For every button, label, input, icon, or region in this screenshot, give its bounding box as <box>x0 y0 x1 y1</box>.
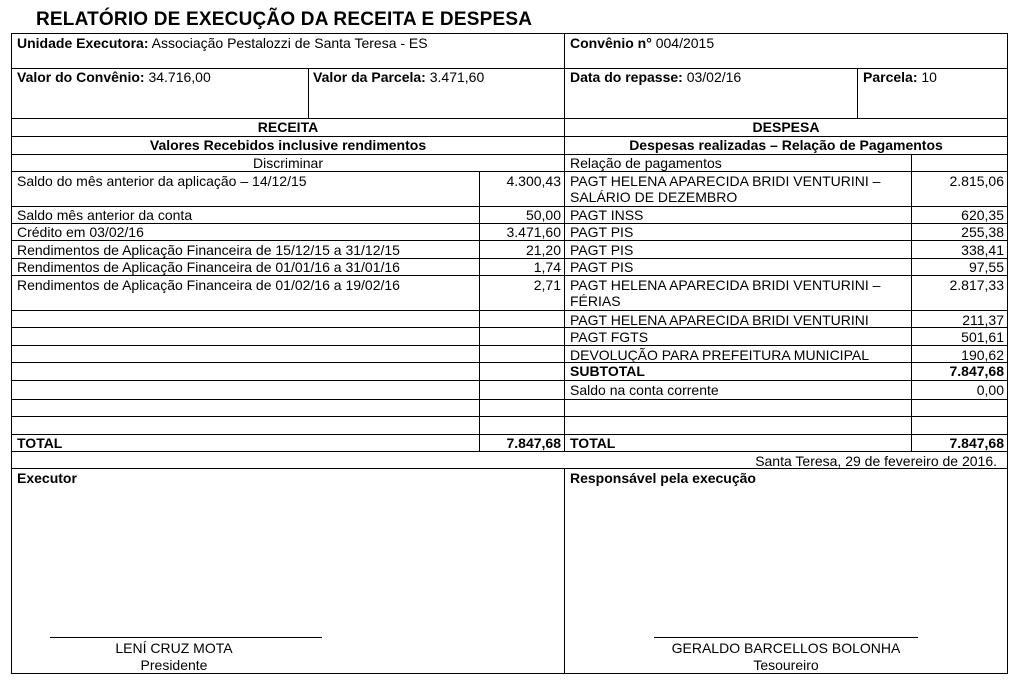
grid-line <box>308 68 309 119</box>
despesa-row-desc: PAGT HELENA APARECIDA BRIDI VENTURINI – <box>570 277 881 293</box>
grid-line <box>11 416 1008 417</box>
place-date: Santa Teresa, 29 de fevereiro de 2016. <box>755 453 997 469</box>
unidade-label: Unidade Executora: <box>17 35 149 51</box>
despesa-row-desc: PAGT HELENA APARECIDA BRIDI VENTURINI <box>570 312 869 328</box>
unidade-value: Associação Pestalozzi de Santa Teresa - ES <box>151 35 428 51</box>
receita-row-value: 1,74 <box>533 259 561 275</box>
despesa-row-desc: DEVOLUÇÃO PARA PREFEITURA MUNICIPAL <box>570 347 869 363</box>
executor-label: Executor <box>17 470 77 486</box>
despesa-row-desc: PAGT HELENA APARECIDA BRIDI VENTURINI – <box>570 173 881 189</box>
grid-line <box>11 399 1008 400</box>
despesa-heading: DESPESA <box>752 119 820 135</box>
valor-parcela-value: 3.471,60 <box>429 69 485 85</box>
despesa-row-value: 620,35 <box>961 207 1004 223</box>
convenio-label: Convênio n° <box>570 35 656 51</box>
receita-row-desc: Saldo do mês anterior da aplicação – 14/12/15 <box>17 173 307 189</box>
signature-line-right <box>654 637 918 638</box>
left-signer-role: Presidente <box>140 657 208 673</box>
right-signer-role: Tesoureiro <box>753 657 819 673</box>
receita-row-desc: Rendimentos de Aplicação Financeira de 01/01/16 a 31/01/16 <box>17 259 400 275</box>
despesa-subheading: Despesas realizadas – Relação de Pagamentos <box>629 137 943 153</box>
parcela-label: Parcela: <box>863 69 918 85</box>
despesa-row-desc-cont: SALÁRIO DE DEZEMBRO <box>570 189 738 205</box>
data-repasse-value: 03/02/16 <box>686 69 742 85</box>
despesa-row-value: 255,38 <box>961 224 1004 240</box>
valor-convenio-label: Valor do Convênio: <box>17 69 145 85</box>
receita-row-value: 3.471,60 <box>506 224 561 240</box>
grid-line <box>11 451 1008 452</box>
grid-line <box>911 154 912 452</box>
despesa-row-value: 2.815,06 <box>949 173 1004 189</box>
receita-row-value: 21,20 <box>525 242 561 258</box>
receita-row-desc: Crédito em 03/02/16 <box>17 224 144 240</box>
despesa-subtotal-label: SUBTOTAL <box>570 363 645 379</box>
despesa-row-desc: PAGT FGTS <box>570 329 649 345</box>
receita-row-desc: Saldo mês anterior da conta <box>17 207 193 223</box>
receita-row-desc: Rendimentos de Aplicação Financeira de 01/02/16 a 19/02/16 <box>17 277 400 293</box>
convenio-number <box>570 35 714 51</box>
parcela-value: 10 <box>921 69 937 85</box>
despesa-saldo-value: 0,00 <box>976 382 1004 398</box>
grid-line <box>11 171 1008 172</box>
grid-line <box>11 310 1008 311</box>
responsavel-label: Responsável pela execução <box>570 470 756 486</box>
grid-line <box>11 275 1008 276</box>
grid-line <box>11 673 1008 674</box>
despesa-row-value: 211,37 <box>962 312 1004 328</box>
despesa-column-header: Relação de pagamentos <box>570 155 722 171</box>
valor-convenio-value: 34.716,00 <box>148 69 211 85</box>
despesa-row-desc: PAGT INSS <box>570 207 644 223</box>
left-signer-name: LENÍ CRUZ MOTA <box>115 640 233 656</box>
despesa-row-value: 2.817,33 <box>949 277 1004 293</box>
grid-line <box>11 345 1008 346</box>
valor-parcela-label: Valor da Parcela: <box>313 69 426 85</box>
receita-column-header: Discriminar <box>253 155 323 171</box>
grid-line <box>857 68 858 119</box>
data-repasse <box>570 69 741 85</box>
convenio-value: 004/2015 <box>655 35 715 51</box>
receita-row-value: 50,00 <box>525 207 561 223</box>
despesa-total-label: TOTAL <box>570 435 616 451</box>
data-repasse-label: Data do repasse: <box>570 69 683 85</box>
receita-total-value: 7.847,68 <box>506 435 561 451</box>
grid-line <box>11 380 1008 381</box>
despesa-row-value: 190,62 <box>961 347 1004 363</box>
despesa-row-value: 97,55 <box>968 259 1004 275</box>
despesa-subtotal-value: 7.847,68 <box>949 363 1004 379</box>
despesa-row-desc-cont: FÉRIAS <box>570 293 621 309</box>
receita-row-desc: Rendimentos de Aplicação Financeira de 15/12/15 a 31/12/15 <box>17 242 400 258</box>
despesa-saldo-label: Saldo na conta corrente <box>570 382 719 398</box>
parcela <box>863 69 937 85</box>
grid-line <box>11 240 1008 241</box>
grid-line <box>1007 33 1008 674</box>
despesa-row-desc: PAGT PIS <box>570 242 634 258</box>
right-signer-name: GERALDO BARCELLOS BOLONHA <box>671 640 901 656</box>
grid-line <box>564 33 565 452</box>
grid-line <box>11 33 1008 34</box>
receita-row-value: 2,71 <box>533 277 561 293</box>
receita-heading: RECEITA <box>257 119 319 135</box>
despesa-row-value: 338,41 <box>961 242 1004 258</box>
signature-line-left <box>50 637 322 638</box>
unidade-executora <box>17 35 428 51</box>
despesa-row-desc: PAGT PIS <box>570 224 634 240</box>
receita-row-value: 4.300,43 <box>506 173 561 189</box>
valor-convenio <box>17 69 211 85</box>
valor-parcela <box>313 69 484 85</box>
receita-subheading: Valores Recebidos inclusive rendimentos <box>149 137 427 153</box>
report-title: RELATÓRIO DE EXECUÇÃO DA RECEITA E DESPESA <box>36 9 533 30</box>
despesa-row-value: 501,61 <box>961 329 1004 345</box>
grid-line <box>564 468 565 674</box>
despesa-row-desc: PAGT PIS <box>570 259 634 275</box>
despesa-total-value: 7.847,68 <box>949 435 1004 451</box>
receita-total-label: TOTAL <box>17 435 63 451</box>
